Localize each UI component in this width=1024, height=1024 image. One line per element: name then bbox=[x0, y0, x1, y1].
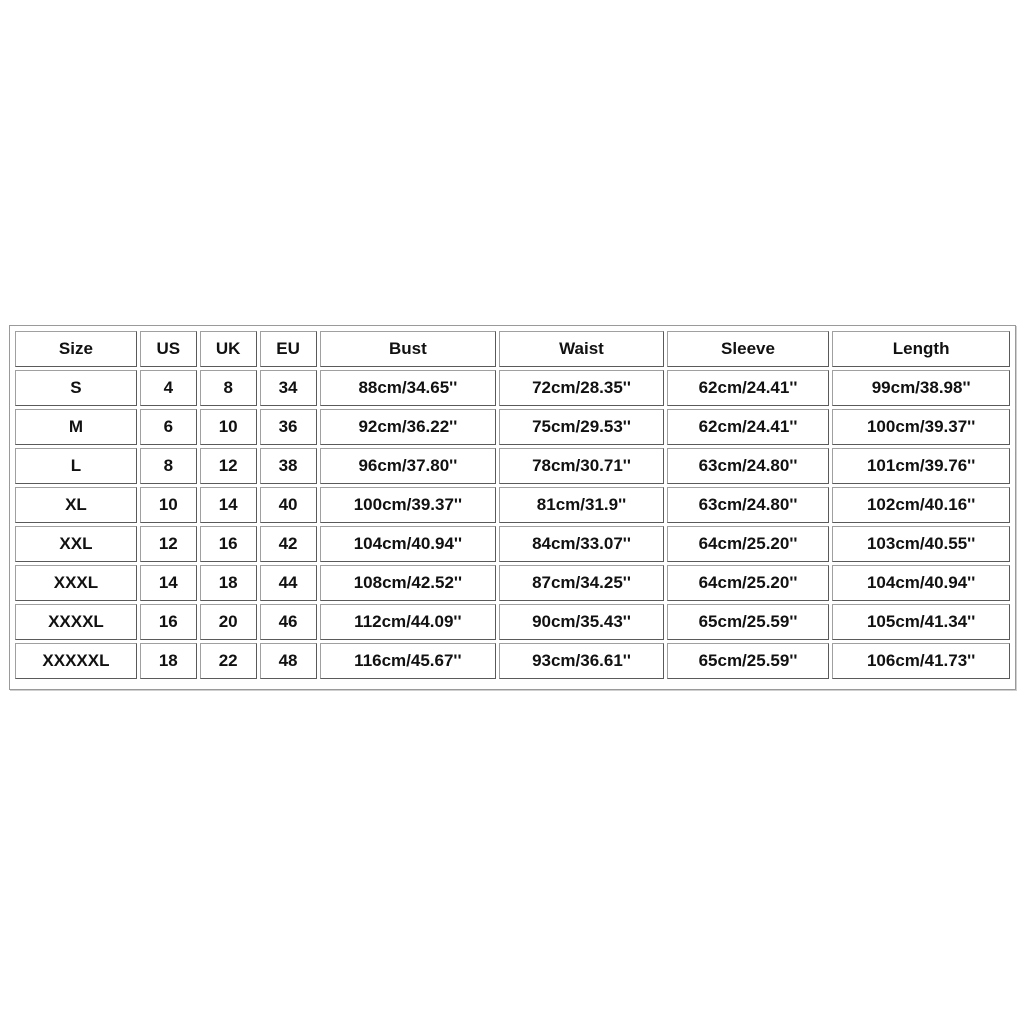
cell-size: L bbox=[15, 448, 137, 484]
cell-uk: 8 bbox=[200, 370, 257, 406]
cell-sleeve: 62cm/24.41'' bbox=[667, 409, 830, 445]
cell-waist: 93cm/36.61'' bbox=[499, 643, 664, 679]
cell-sleeve: 64cm/25.20'' bbox=[667, 526, 830, 562]
cell-waist: 81cm/31.9'' bbox=[499, 487, 664, 523]
cell-bust: 104cm/40.94'' bbox=[320, 526, 497, 562]
table-row bbox=[15, 487, 1010, 523]
cell-eu: 48 bbox=[260, 643, 317, 679]
cell-size: XXL bbox=[15, 526, 137, 562]
cell-us: 18 bbox=[140, 643, 197, 679]
cell-waist: 78cm/30.71'' bbox=[499, 448, 664, 484]
cell-bust: 96cm/37.80'' bbox=[320, 448, 497, 484]
cell-uk: 12 bbox=[200, 448, 257, 484]
cell-waist: 87cm/34.25'' bbox=[499, 565, 664, 601]
cell-bust: 88cm/34.65'' bbox=[320, 370, 497, 406]
cell-us: 12 bbox=[140, 526, 197, 562]
size-chart-table bbox=[12, 328, 1013, 682]
cell-eu: 44 bbox=[260, 565, 317, 601]
table-row bbox=[15, 526, 1010, 562]
cell-waist: 75cm/29.53'' bbox=[499, 409, 664, 445]
cell-length: 104cm/40.94'' bbox=[832, 565, 1010, 601]
cell-sleeve: 62cm/24.41'' bbox=[667, 370, 830, 406]
cell-eu: 42 bbox=[260, 526, 317, 562]
header-eu: EU bbox=[260, 331, 317, 367]
cell-size: S bbox=[15, 370, 137, 406]
cell-sleeve: 64cm/25.20'' bbox=[667, 565, 830, 601]
cell-us: 10 bbox=[140, 487, 197, 523]
cell-uk: 14 bbox=[200, 487, 257, 523]
table-row bbox=[15, 643, 1010, 679]
cell-length: 103cm/40.55'' bbox=[832, 526, 1010, 562]
cell-bust: 92cm/36.22'' bbox=[320, 409, 497, 445]
header-row bbox=[15, 331, 1010, 367]
header-waist: Waist bbox=[499, 331, 664, 367]
cell-size: XXXXL bbox=[15, 604, 137, 640]
cell-size: XL bbox=[15, 487, 137, 523]
cell-us: 16 bbox=[140, 604, 197, 640]
header-us: US bbox=[140, 331, 197, 367]
header-length: Length bbox=[832, 331, 1010, 367]
cell-eu: 46 bbox=[260, 604, 317, 640]
cell-sleeve: 65cm/25.59'' bbox=[667, 604, 830, 640]
cell-length: 102cm/40.16'' bbox=[832, 487, 1010, 523]
cell-size: XXXXXL bbox=[15, 643, 137, 679]
cell-uk: 16 bbox=[200, 526, 257, 562]
cell-us: 8 bbox=[140, 448, 197, 484]
cell-sleeve: 63cm/24.80'' bbox=[667, 487, 830, 523]
cell-uk: 10 bbox=[200, 409, 257, 445]
cell-us: 6 bbox=[140, 409, 197, 445]
table-body bbox=[15, 370, 1010, 679]
cell-eu: 34 bbox=[260, 370, 317, 406]
cell-sleeve: 63cm/24.80'' bbox=[667, 448, 830, 484]
table-row bbox=[15, 370, 1010, 406]
cell-uk: 18 bbox=[200, 565, 257, 601]
cell-length: 105cm/41.34'' bbox=[832, 604, 1010, 640]
header-uk: UK bbox=[200, 331, 257, 367]
cell-length: 106cm/41.73'' bbox=[832, 643, 1010, 679]
cell-eu: 38 bbox=[260, 448, 317, 484]
table-row bbox=[15, 604, 1010, 640]
cell-bust: 108cm/42.52'' bbox=[320, 565, 497, 601]
cell-waist: 84cm/33.07'' bbox=[499, 526, 664, 562]
cell-length: 100cm/39.37'' bbox=[832, 409, 1010, 445]
cell-us: 14 bbox=[140, 565, 197, 601]
cell-bust: 100cm/39.37'' bbox=[320, 487, 497, 523]
cell-uk: 22 bbox=[200, 643, 257, 679]
size-chart-table-frame bbox=[9, 325, 1016, 690]
header-size: Size bbox=[15, 331, 137, 367]
cell-waist: 90cm/35.43'' bbox=[499, 604, 664, 640]
table-row bbox=[15, 448, 1010, 484]
cell-length: 99cm/38.98'' bbox=[832, 370, 1010, 406]
cell-eu: 40 bbox=[260, 487, 317, 523]
cell-bust: 116cm/45.67'' bbox=[320, 643, 497, 679]
cell-waist: 72cm/28.35'' bbox=[499, 370, 664, 406]
cell-length: 101cm/39.76'' bbox=[832, 448, 1010, 484]
table-row bbox=[15, 409, 1010, 445]
cell-bust: 112cm/44.09'' bbox=[320, 604, 497, 640]
cell-sleeve: 65cm/25.59'' bbox=[667, 643, 830, 679]
cell-size: XXXL bbox=[15, 565, 137, 601]
cell-eu: 36 bbox=[260, 409, 317, 445]
cell-size: M bbox=[15, 409, 137, 445]
header-bust: Bust bbox=[320, 331, 497, 367]
cell-uk: 20 bbox=[200, 604, 257, 640]
header-sleeve: Sleeve bbox=[667, 331, 830, 367]
cell-us: 4 bbox=[140, 370, 197, 406]
table-row bbox=[15, 565, 1010, 601]
